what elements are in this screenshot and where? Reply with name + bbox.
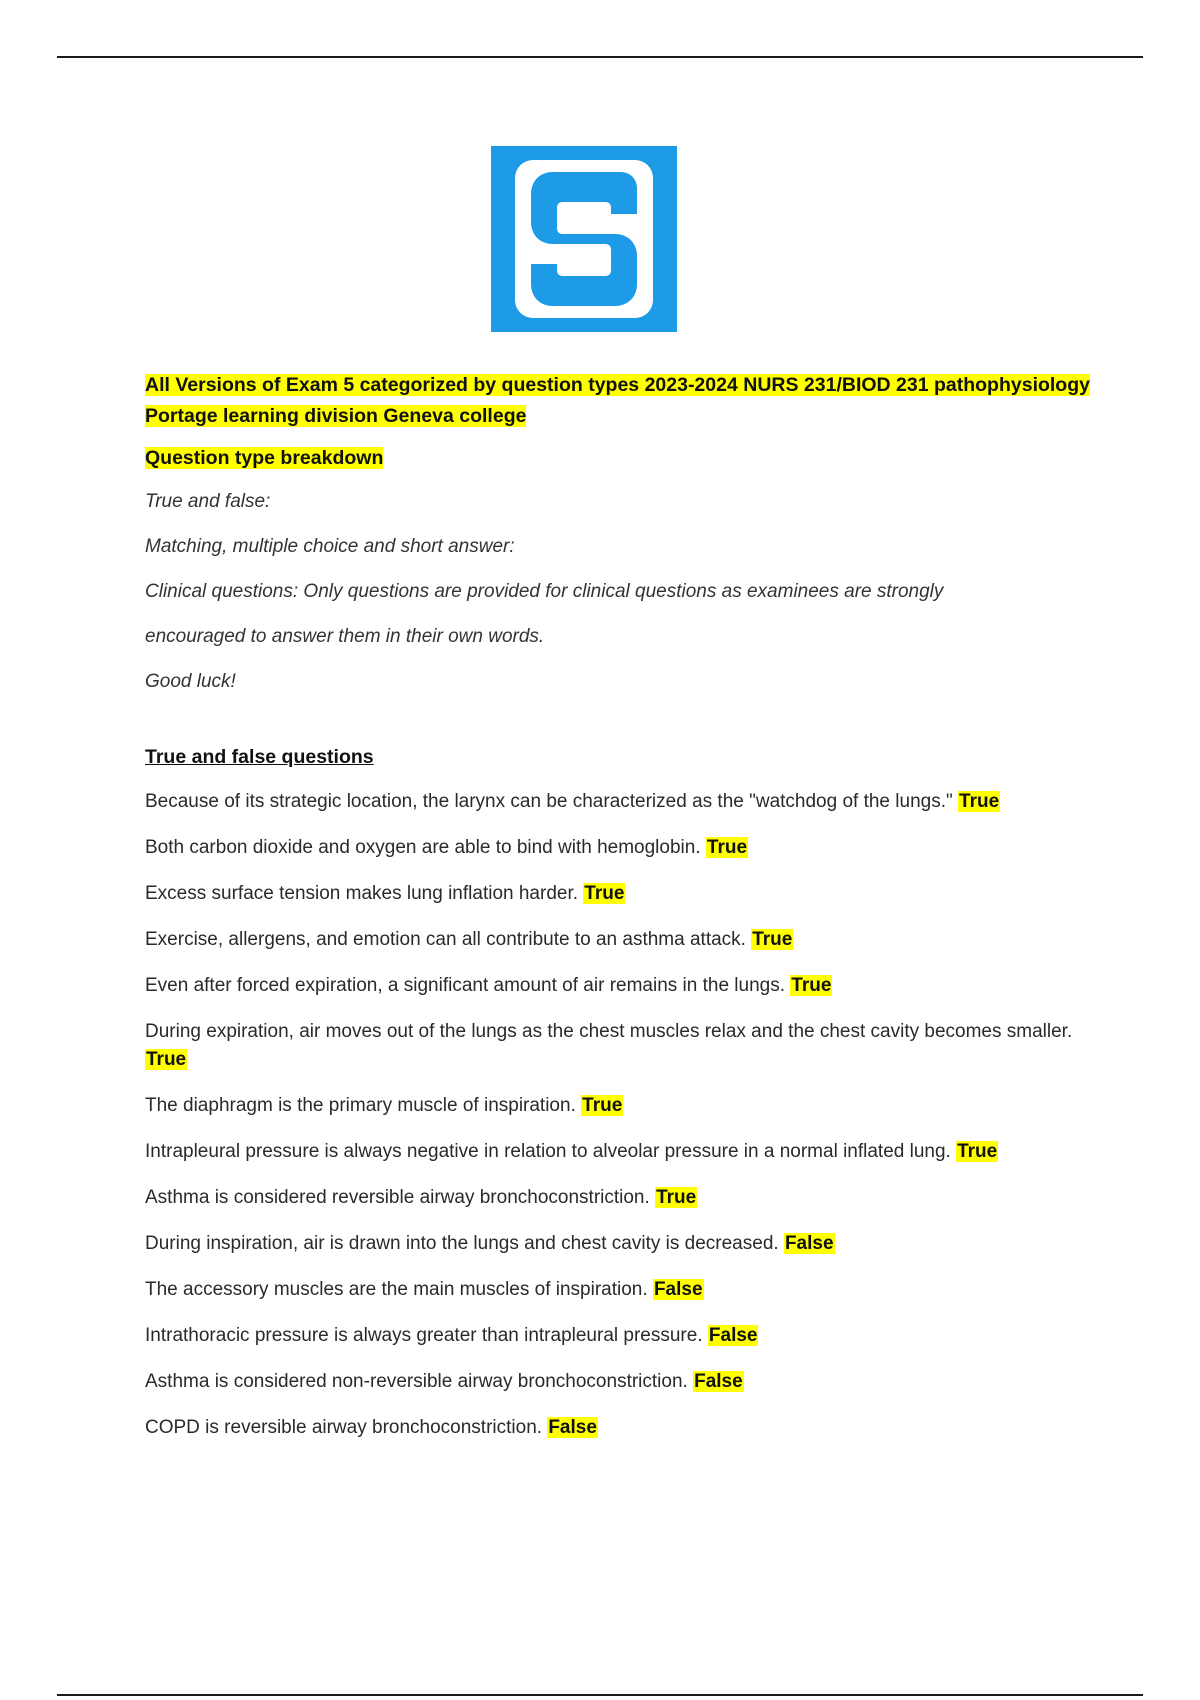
list-item bbox=[145, 834, 1095, 862]
question-text: COPD is reversible airway bronchoconstriction. bbox=[145, 1417, 543, 1438]
answer-badge: True bbox=[146, 1049, 187, 1070]
list-item bbox=[145, 1276, 1095, 1304]
s-logo-icon bbox=[491, 146, 677, 332]
question-text: Exercise, allergens, and emotion can all contribute to an asthma attack. bbox=[145, 929, 746, 950]
list-item bbox=[145, 926, 1095, 954]
intro-clinical-continued: encouraged to answer them in their own words. bbox=[145, 626, 545, 647]
list-item bbox=[145, 1018, 1095, 1074]
list-item bbox=[145, 1138, 1095, 1166]
top-divider bbox=[57, 56, 1143, 58]
breakdown-heading bbox=[145, 445, 1095, 471]
question-text: Excess surface tension makes lung inflation harder. bbox=[145, 883, 579, 904]
answer-badge: True bbox=[791, 975, 832, 996]
list-item bbox=[145, 1414, 1095, 1442]
answer-badge: False bbox=[694, 1371, 743, 1392]
list-item bbox=[145, 1184, 1095, 1212]
question-text: The accessory muscles are the main muscles of inspiration. bbox=[145, 1279, 648, 1300]
answer-badge: False bbox=[653, 1279, 703, 1300]
question-text: Intrapleural pressure is always negative in relation to alveolar pressure in a normal inflated lung. bbox=[145, 1141, 951, 1162]
intro-matching: Matching, multiple choice and short answer: bbox=[145, 536, 515, 557]
document-body bbox=[145, 370, 1095, 1442]
answer-badge: True bbox=[656, 1187, 697, 1208]
answer-badge: False bbox=[784, 1233, 834, 1254]
document-title bbox=[145, 370, 1095, 432]
answer-badge: True bbox=[582, 1095, 623, 1116]
bottom-divider bbox=[57, 1694, 1143, 1696]
list-item bbox=[145, 1322, 1095, 1350]
answer-badge: False bbox=[548, 1417, 597, 1438]
question-text: During expiration, air moves out of the lungs as the chest muscles relax and the chest cavity becomes smaller. bbox=[145, 1021, 1073, 1042]
answer-badge: True bbox=[752, 929, 793, 950]
title-line-1: All Versions of Exam 5 categorized by question types 2023-2024 NURS 231/BIOD 231 pathophysiology bbox=[145, 374, 1090, 396]
answer-badge: True bbox=[959, 791, 1000, 812]
list-item bbox=[145, 972, 1095, 1000]
answer-badge: False bbox=[708, 1325, 758, 1346]
answer-badge: True bbox=[584, 883, 625, 904]
list-item bbox=[145, 788, 1095, 816]
answer-badge: True bbox=[957, 1141, 998, 1162]
intro-clinical: Clinical questions: Only questions are provided for clinical questions as examinees are strongly bbox=[145, 581, 944, 602]
breakdown-heading-text: Question type breakdown bbox=[145, 447, 384, 469]
title-line-2: Portage learning division Geneva college bbox=[145, 405, 527, 427]
section-heading-true-false: True and false questions bbox=[145, 746, 374, 768]
list-item bbox=[145, 1368, 1095, 1396]
list-item bbox=[145, 1230, 1095, 1258]
question-text: During inspiration, air is drawn into the lungs and chest cavity is decreased. bbox=[145, 1233, 779, 1254]
question-text: Intrathoracic pressure is always greater than intrapleural pressure. bbox=[145, 1325, 703, 1346]
list-item bbox=[145, 880, 1095, 908]
question-text: Even after forced expiration, a significant amount of air remains in the lungs. bbox=[145, 975, 786, 996]
question-text: Because of its strategic location, the larynx can be characterized as the "watchdog of the lungs." bbox=[145, 791, 953, 812]
question-list bbox=[145, 788, 1095, 1442]
question-text: The diaphragm is the primary muscle of inspiration. bbox=[145, 1095, 576, 1116]
answer-badge: True bbox=[706, 837, 748, 858]
question-text: Asthma is considered non-reversible airway bronchoconstriction. bbox=[145, 1371, 688, 1392]
question-text: Asthma is considered reversible airway bronchoconstriction. bbox=[145, 1187, 650, 1208]
list-item bbox=[145, 1092, 1095, 1120]
question-text: Both carbon dioxide and oxygen are able to bind with hemoglobin. bbox=[145, 837, 701, 858]
intro-true-false: True and false: bbox=[145, 491, 271, 512]
intro-good-luck: Good luck! bbox=[145, 671, 236, 692]
